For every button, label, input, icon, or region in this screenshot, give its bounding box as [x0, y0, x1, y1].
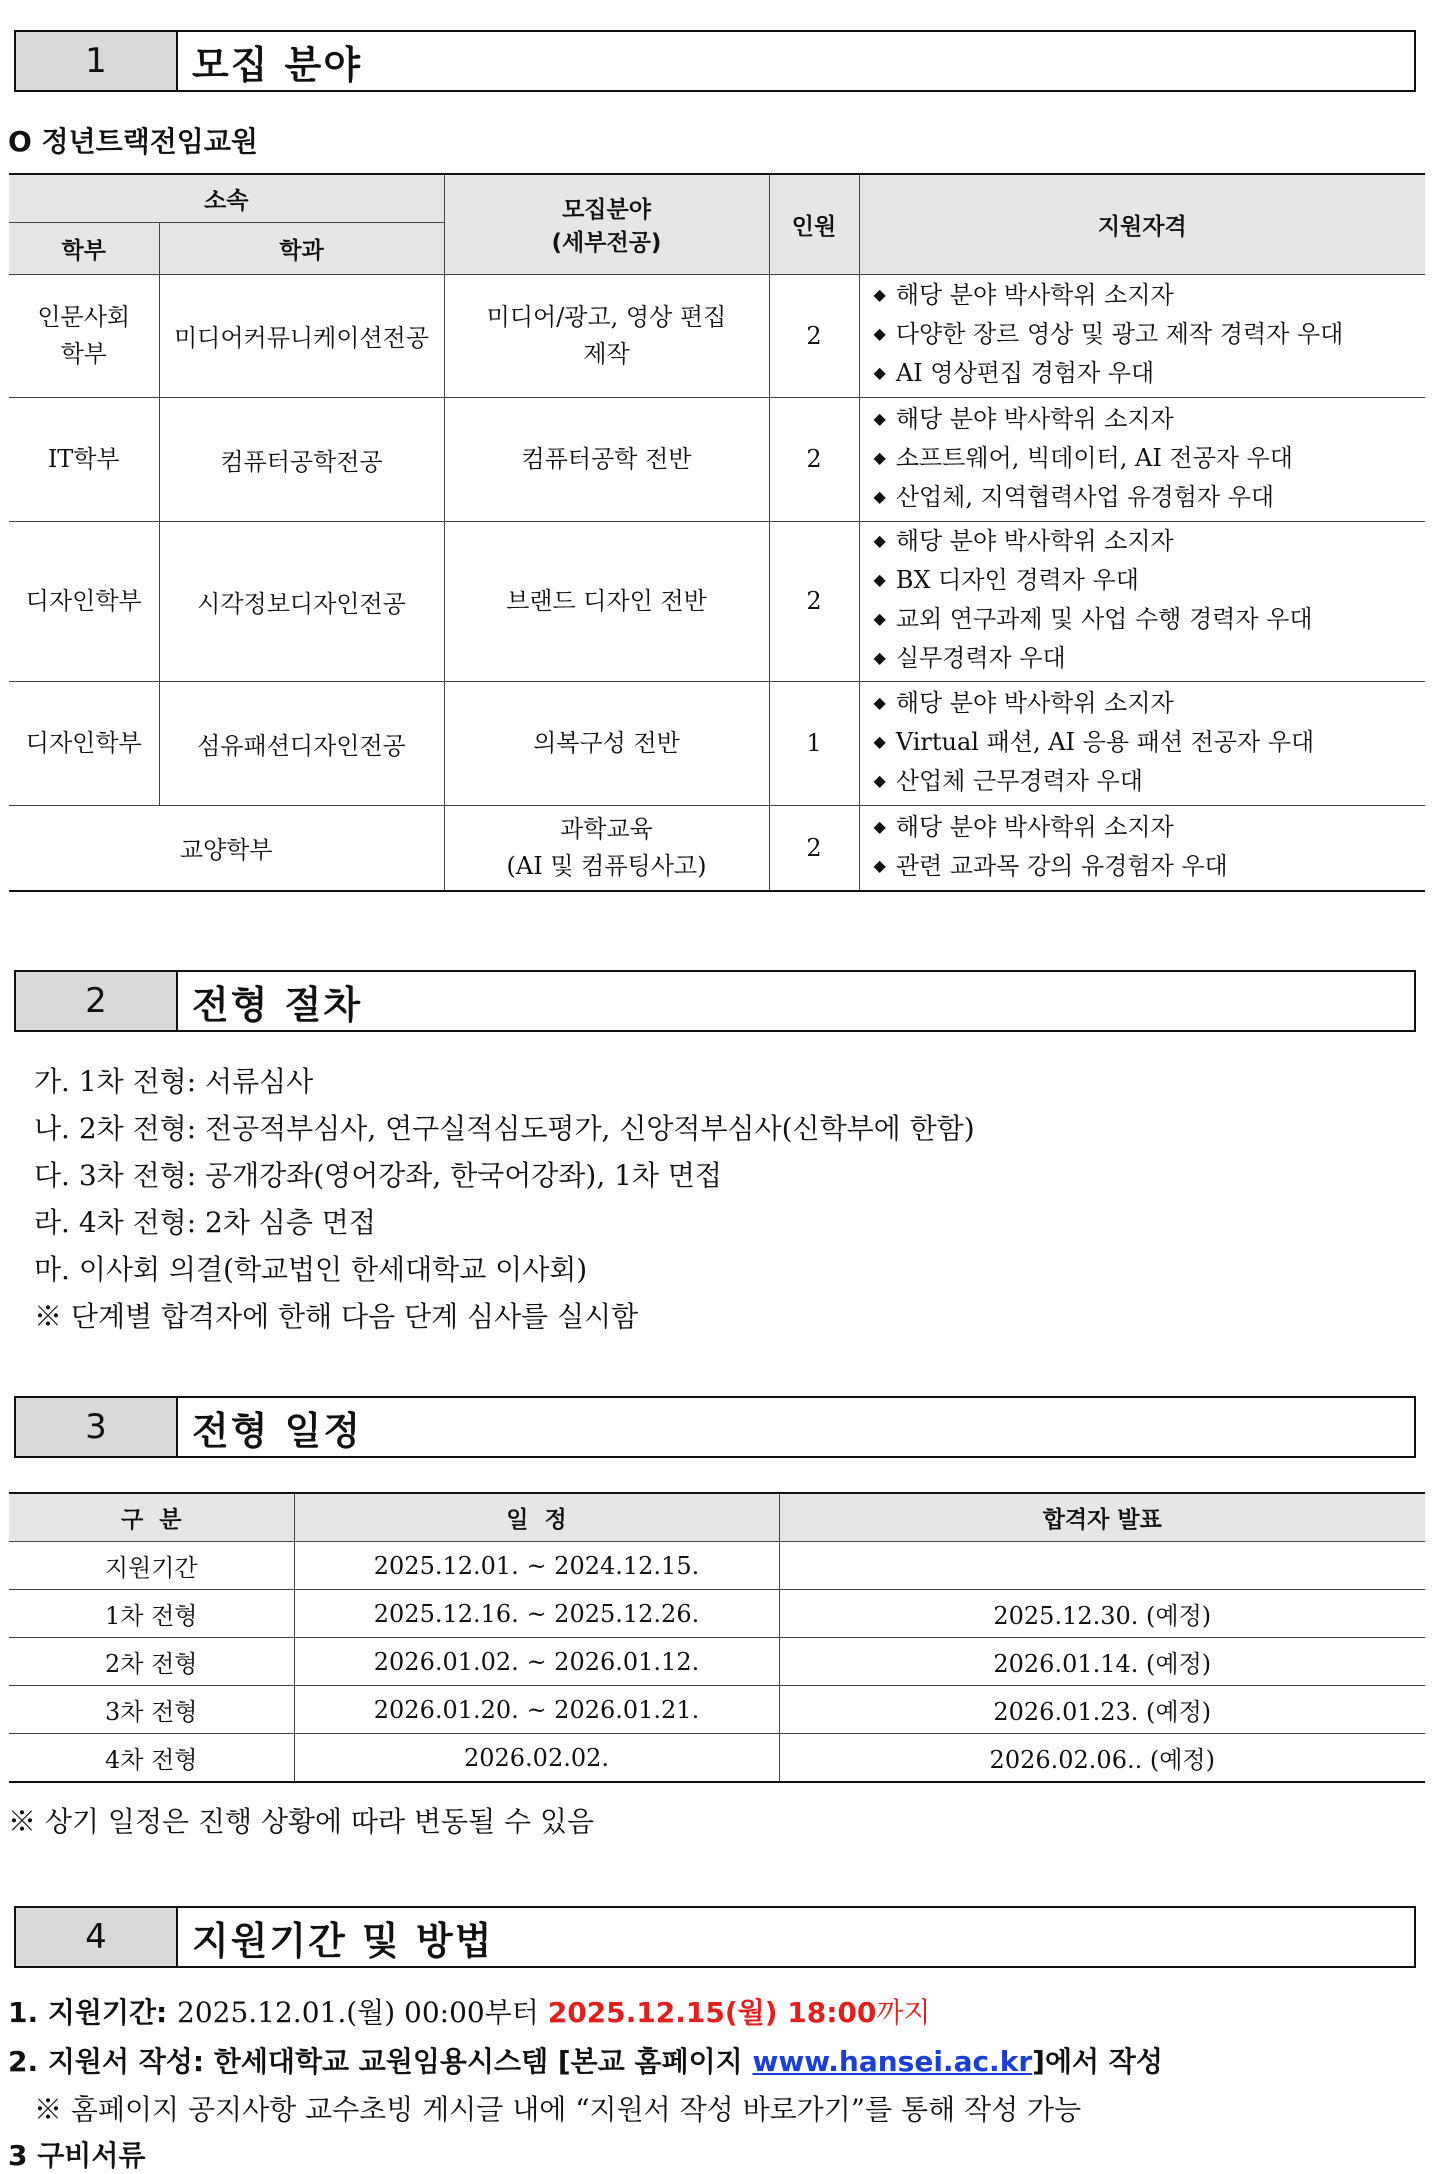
qualification-text: 실무경력자 우대: [895, 644, 1066, 672]
section-title: 지원기간 및 방법: [192, 1918, 494, 1963]
header-field-line: 모집분야: [562, 197, 651, 224]
table-row: [9, 681, 1425, 805]
cell-line: 제작: [583, 339, 630, 368]
schedule-cell: 2026.01.23. (예정): [779, 1686, 1425, 1734]
apply-method-suffix: ]에서 작성: [1032, 2045, 1163, 2078]
qualification-item: [874, 523, 1420, 562]
schedule-note: ※ 상기 일정은 진행 상황에 따라 변동될 수 있음: [8, 1805, 595, 1838]
bullet-diamond-icon: ◆: [873, 531, 886, 550]
cell-line: (AI 및 컴퓨팅사고): [506, 851, 707, 880]
schedule-header: 합격자 발표: [779, 1493, 1425, 1542]
section-title: 전형 일정: [192, 1408, 363, 1453]
bullet-diamond-icon: ◆: [873, 731, 886, 751]
qualification-cell: [859, 274, 1425, 397]
header-qualification: 지원자격: [859, 174, 1425, 274]
schedule-cell: 1차 전형: [9, 1590, 294, 1638]
cell-line: 미디어/광고, 영상 편집: [486, 302, 727, 331]
cell-line: IT학부: [47, 444, 120, 473]
apply-period-start: 2025.12.01.(월) 00:00부터: [177, 1996, 548, 2029]
procedure-item: 다. 3차 전형: 공개강좌(영어강좌, 한국어강좌), 1차 면접: [34, 1159, 722, 1192]
count-cell: 1: [769, 681, 859, 805]
bullet-diamond-icon: ◆: [873, 363, 886, 382]
table-row: [9, 521, 1425, 681]
section-title: 전형 절차: [192, 982, 363, 1027]
bullet-diamond-icon: ◆: [873, 486, 886, 506]
qualification-item: [874, 277, 1420, 316]
qualification-text: 교외 연구과제 및 사업 수행 경력자 우대: [895, 605, 1313, 633]
qualification-item: [874, 440, 1420, 479]
count-cell: 2: [769, 521, 859, 681]
header-affiliation: 소속: [9, 174, 444, 222]
qualification-text: AI 영상편집 경험자 우대: [895, 359, 1155, 387]
schedule-cell: [779, 1542, 1425, 1590]
bullet-diamond-icon: ◆: [873, 609, 886, 628]
apply-period-end: 2025.12.15(월) 18:00: [547, 1996, 877, 2029]
header-department: 학과: [159, 222, 444, 274]
qualification-item: [874, 763, 1420, 802]
header-field-line: (세부전공): [551, 230, 662, 257]
schedule-cell: 2025.12.16. ~ 2025.12.26.: [294, 1590, 779, 1638]
table-row: [9, 274, 1425, 397]
qualification-item: [874, 562, 1420, 601]
table-row: [9, 1734, 1425, 1783]
bullet-diamond-icon: ◆: [873, 816, 886, 836]
qualification-item: [874, 401, 1420, 440]
qualification-text: 해당 분야 박사학위 소지자: [895, 281, 1174, 309]
qualification-item: [874, 685, 1420, 724]
qualification-item: [874, 848, 1420, 887]
schedule-cell: 2026.01.02. ~ 2026.01.12.: [294, 1638, 779, 1686]
documents-heading: 3 구비서류: [8, 2139, 146, 2172]
schedule-cell: 2026.01.14. (예정): [779, 1638, 1425, 1686]
table-row: [9, 1638, 1425, 1686]
procedure-item: 마. 이사회 의결(학교법인 한세대학교 이사회): [34, 1253, 588, 1286]
apply-period-suffix: 까지: [876, 1996, 931, 2029]
bullet-diamond-icon: ◆: [873, 324, 886, 343]
qualification-item: [874, 724, 1420, 763]
section-4-header: [14, 1906, 1416, 1968]
schedule-cell: 2026.01.20. ~ 2026.01.21.: [294, 1686, 779, 1734]
schedule-cell: 2025.12.30. (예정): [779, 1590, 1425, 1638]
cell-line: 인문사회: [37, 302, 131, 331]
qualification-item: [874, 479, 1420, 518]
qualification-item: [874, 809, 1420, 848]
apply-note: ※ 홈페이지 공지사항 교수초빙 게시글 내에 “지원서 작성 바로가기”를 통해 작성 가능: [34, 2093, 1082, 2126]
bullet-diamond-icon: ◆: [873, 855, 886, 875]
qualification-item: [874, 316, 1420, 355]
bullet-diamond-icon: ◆: [873, 770, 886, 790]
procedure-item: 라. 4차 전형: 2차 심층 면접: [34, 1206, 376, 1239]
qualification-cell: [859, 805, 1425, 891]
schedule-cell: 2026.02.06.. (예정): [779, 1734, 1425, 1783]
table-row: [9, 1590, 1425, 1638]
department-cell: 컴퓨터공학전공: [159, 397, 444, 521]
qualification-text: 해당 분야 박사학위 소지자: [895, 527, 1174, 555]
header-division: 학부: [9, 222, 159, 274]
qualification-item: [874, 640, 1420, 679]
procedure-item: 나. 2차 전형: 전공적부심사, 연구실적심도평가, 신앙적부심사(신학부에 한함): [34, 1112, 975, 1145]
qualification-item: [874, 601, 1420, 640]
cell-line: 과학교육: [560, 814, 653, 843]
schedule-cell: 2025.12.01. ~ 2024.12.15.: [294, 1542, 779, 1590]
field-cell: [444, 521, 769, 681]
table-row: [9, 1542, 1425, 1590]
section-number: 1: [16, 32, 178, 90]
cell-line: 의복구성 전반: [533, 728, 680, 757]
qualification-item: [874, 355, 1420, 394]
section-title: 모집 분야: [192, 42, 363, 87]
qualification-text: Virtual 패션, AI 응용 패션 전공자 우대: [895, 727, 1315, 756]
qualification-text: 해당 분야 박사학위 소지자: [895, 812, 1174, 841]
division-cell: [9, 397, 159, 521]
qualification-text: 산업체 근무경력자 우대: [895, 766, 1143, 795]
qualification-text: 다양한 장르 영상 및 광고 제작 경력자 우대: [895, 320, 1344, 348]
field-cell: [444, 805, 769, 891]
schedule-header: 구 분: [9, 1493, 294, 1542]
section-1-header: [14, 30, 1416, 92]
count-cell: 2: [769, 805, 859, 891]
qualification-cell: [859, 681, 1425, 805]
schedule-cell: 지원기간: [9, 1542, 294, 1590]
bullet-diamond-icon: ◆: [873, 447, 886, 467]
schedule-cell: 3차 전형: [9, 1686, 294, 1734]
cell-line: 브랜드 디자인 전반: [506, 586, 707, 615]
homepage-link[interactable]: www.hansei.ac.kr: [752, 2045, 1033, 2078]
section-number: 2: [16, 972, 178, 1030]
schedule-cell: 2026.02.02.: [294, 1734, 779, 1783]
section-number: 3: [16, 1398, 178, 1456]
field-cell: [444, 397, 769, 521]
schedule-cell: 4차 전형: [9, 1734, 294, 1783]
recruit-table: [9, 173, 1425, 892]
section-number: 4: [16, 1908, 178, 1966]
bullet-diamond-icon: ◆: [873, 648, 886, 667]
field-cell: [444, 681, 769, 805]
qualification-text: 소프트웨어, 빅데이터, AI 전공자 우대: [895, 443, 1293, 472]
cell-line: 학부: [60, 339, 107, 368]
qualification-text: 해당 분야 박사학위 소지자: [895, 404, 1174, 433]
division-cell: [9, 521, 159, 681]
count-cell: 2: [769, 397, 859, 521]
qualification-cell: [859, 397, 1425, 521]
section-3-header: [14, 1396, 1416, 1458]
schedule-cell: 2차 전형: [9, 1638, 294, 1686]
bullet-diamond-icon: ◆: [873, 692, 886, 712]
table-row: [9, 1686, 1425, 1734]
department-cell: 시각정보디자인전공: [159, 521, 444, 681]
department-cell: 미디어커뮤니케이션전공: [159, 274, 444, 397]
apply-method-label: 2. 지원서 작성: 한세대학교 교원임용시스템 [본교 홈페이지: [8, 2045, 753, 2078]
apply-period: [8, 1991, 930, 2031]
table-row: [9, 805, 1425, 891]
qualification-text: 해당 분야 박사학위 소지자: [895, 688, 1174, 717]
qualification-text: BX 디자인 경력자 우대: [895, 566, 1139, 594]
procedure-item: ※ 단계별 합격자에 한해 다음 단계 심사를 실시함: [34, 1300, 639, 1333]
division-cell: [9, 681, 159, 805]
cell-line: 컴퓨터공학 전반: [521, 444, 692, 473]
header-field: [444, 174, 769, 274]
department-cell: 섬유패션디자인전공: [159, 681, 444, 805]
bullet-diamond-icon: ◆: [873, 408, 886, 428]
field-cell: [444, 274, 769, 397]
procedure-item: 가. 1차 전형: 서류심사: [34, 1065, 314, 1098]
track-title: O 정년트랙전임교원: [8, 125, 258, 158]
schedule-table: [9, 1492, 1425, 1783]
section-2-header: [14, 970, 1416, 1032]
bullet-diamond-icon: ◆: [873, 285, 886, 304]
table-row: [9, 397, 1425, 521]
apply-method: [8, 2040, 1163, 2080]
schedule-header: 일 정: [294, 1493, 779, 1542]
cell-line: 디자인학부: [25, 586, 142, 615]
division-cell: 교양학부: [9, 805, 444, 891]
division-cell: [9, 274, 159, 397]
qualification-text: 산업체, 지역협력사업 유경험자 우대: [895, 482, 1275, 511]
count-cell: 2: [769, 274, 859, 397]
apply-period-label: 1. 지원기간:: [8, 1996, 178, 2029]
qualification-text: 관련 교과목 강의 유경험자 우대: [895, 851, 1228, 880]
qualification-cell: [859, 521, 1425, 681]
header-count: 인원: [769, 174, 859, 274]
bullet-diamond-icon: ◆: [873, 570, 886, 589]
cell-line: 디자인학부: [25, 728, 142, 757]
